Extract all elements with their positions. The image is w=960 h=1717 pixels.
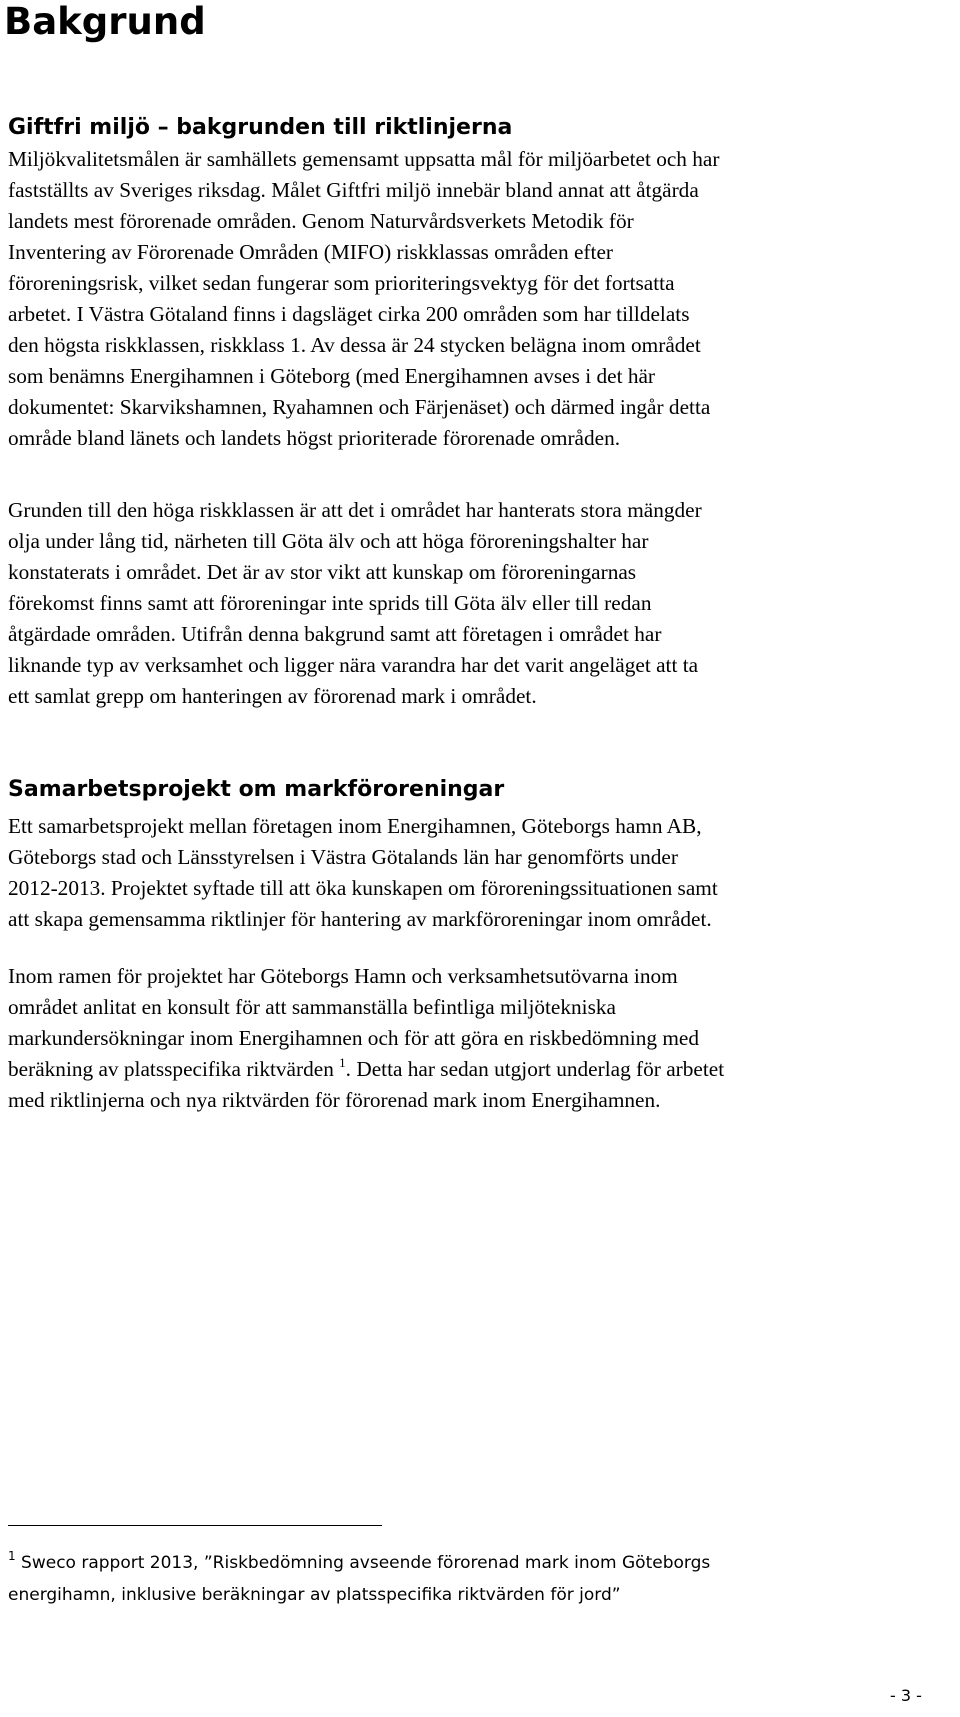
footnote-marker: 1 — [8, 1549, 16, 1563]
footnote-text: Sweco rapport 2013, ”Riskbedömning avseende förorenad mark inom Göteborgs — [15, 1553, 711, 1573]
text-line: Inom ramen för projektet har Göteborgs Hamn och verksamhetsutövarna inom — [8, 964, 678, 988]
footnote — [8, 1547, 710, 1611]
text-line: 2012-2013. Projektet syftade till att öka kunskapen om föroreningssituationen samt — [8, 876, 718, 900]
footnote-line — [8, 1547, 710, 1579]
text-line: området anlitat en konsult för att sammanställa befintliga miljötekniska — [8, 995, 616, 1019]
text-line: område bland länets och landets högst prioriterade förorenade områden. — [8, 426, 621, 450]
text-line: förekomst finns samt att föroreningar inte sprids till Göta älv eller till redan — [8, 591, 652, 615]
text-line: föroreningsrisk, vilket sedan fungerar som prioriteringsvektyg för det fortsatta — [8, 271, 675, 295]
text-segment: . Detta har sedan utgjort underlag för arbetet — [345, 1057, 725, 1081]
page-number: - 3 - — [890, 1686, 922, 1705]
text-line: den högsta riskklassen, riskklass 1. Av dessa är 24 stycken belägna inom området — [8, 333, 701, 357]
text-line: som benämns Energihamnen i Göteborg (med Energihamnen avses i det här — [8, 364, 656, 388]
text-line: fastställts av Sveriges riksdag. Målet Giftfri miljö innebär bland annat att åtgärda — [8, 178, 699, 202]
section-heading-giftfri-miljo: Giftfri miljö – bakgrunden till riktlinjerna — [8, 115, 513, 140]
text-segment: beräkning av platsspecifika riktvärden — [8, 1057, 340, 1081]
text-line: åtgärdade områden. Utifrån denna bakgrund samt att företagen i området har — [8, 622, 662, 646]
paragraph-projektets-ram — [8, 961, 956, 1116]
text-line: dokumentet: Skarvikshamnen, Ryahamnen och Färjenäset) och därmed ingår detta — [8, 395, 711, 419]
footnote-line: energihamn, inklusive beräkningar av platsspecifika riktvärden för jord” — [8, 1585, 621, 1605]
text-line: Inventering av Förorenade Områden (MIFO) riskklassas områden efter — [8, 240, 613, 264]
text-line: arbetet. I Västra Götaland finns i dagsläget cirka 200 områden som har tilldelats — [8, 302, 690, 326]
text-line-with-footnote-ref — [8, 1054, 956, 1085]
text-line: med riktlinjerna och nya riktvärden för förorenad mark inom Energihamnen. — [8, 1088, 661, 1112]
text-line: ett samlat grepp om hanteringen av förorenad mark i området. — [8, 684, 537, 708]
footnote-separator — [8, 1525, 382, 1526]
text-line: Miljökvalitetsmålen är samhällets gemensamt uppsatta mål för miljöarbetet och har — [8, 147, 720, 171]
text-line: landets mest förorenade områden. Genom Naturvårdsverkets Metodik för — [8, 209, 634, 233]
text-line: Grunden till den höga riskklassen är att det i området har hanterats stora mängder — [8, 498, 702, 522]
text-line: olja under lång tid, närheten till Göta älv och att höga föroreningshalter har — [8, 529, 649, 553]
text-line: Ett samarbetsprojekt mellan företagen inom Energihamnen, Göteborgs hamn AB, — [8, 814, 702, 838]
text-line: konstaterats i området. Det är av stor vikt att kunskap om föroreningarnas — [8, 560, 637, 584]
paragraph-riskklass-grund — [8, 495, 956, 712]
section-heading-samarbetsprojekt: Samarbetsprojekt om markföroreningar — [8, 777, 505, 802]
paragraph-samarbetsprojekt — [8, 811, 956, 935]
text-line: Göteborgs stad och Länsstyrelsen i Västra Götalands län har genomförts under — [8, 845, 678, 869]
text-line: liknande typ av verksamhet och ligger nära varandra har det varit angeläget att ta — [8, 653, 699, 677]
text-line: att skapa gemensamma riktlinjer för hantering av markföroreningar inom området. — [8, 907, 712, 931]
paragraph-miljokvalitetsmal — [8, 144, 956, 454]
footnote-reference[interactable]: 1 — [339, 1055, 346, 1070]
page-title: Bakgrund — [4, 0, 206, 43]
text-line: markundersökningar inom Energihamnen och för att göra en riskbedömning med — [8, 1026, 699, 1050]
